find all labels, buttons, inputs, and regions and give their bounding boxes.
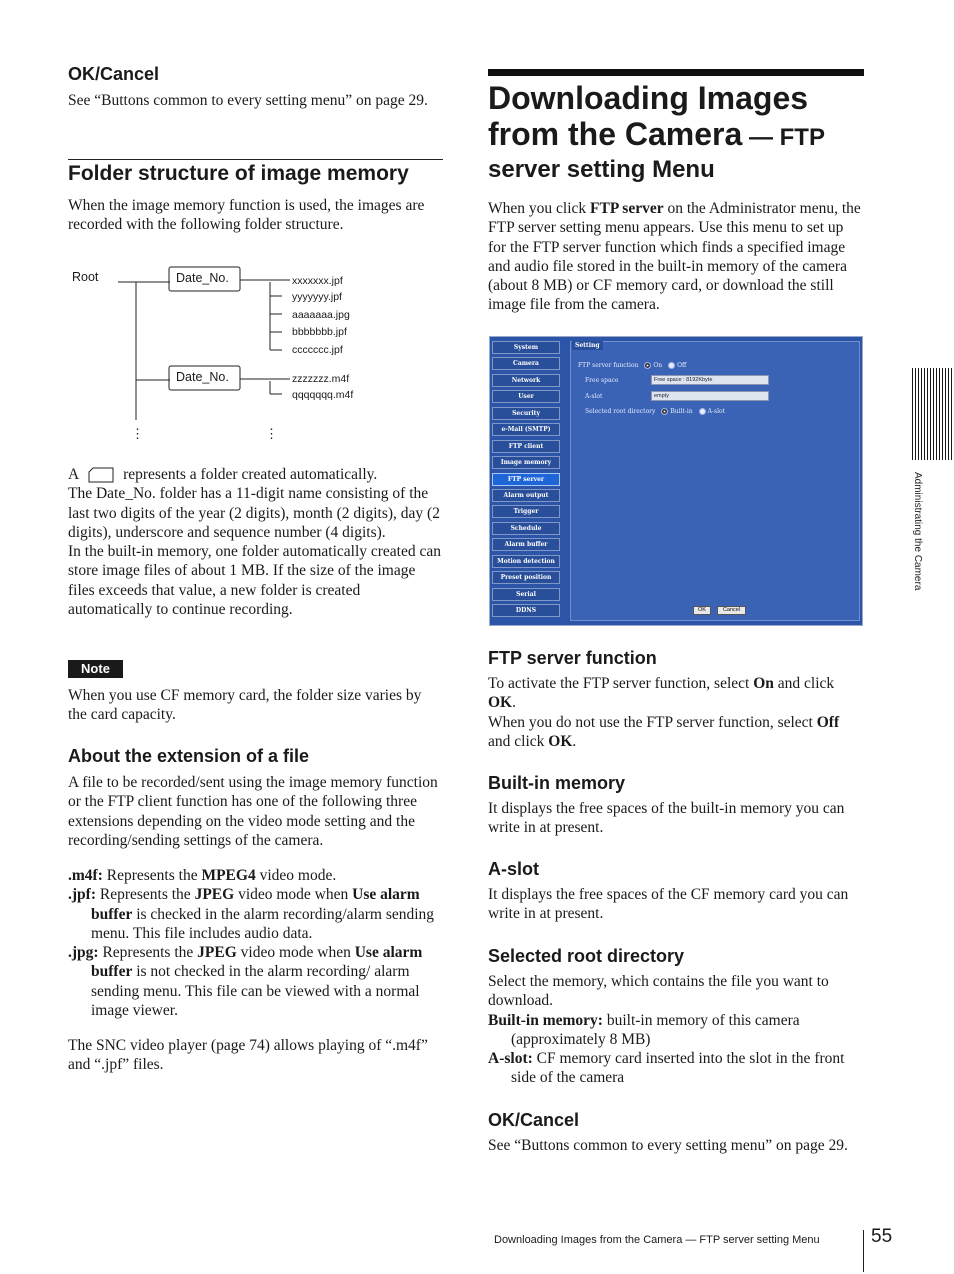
file-name: bbbbbbb.jpf bbox=[292, 326, 347, 338]
off-label: Off bbox=[677, 362, 687, 369]
title-rule bbox=[488, 69, 864, 76]
okcancel-heading-right: OK/Cancel bbox=[488, 1110, 580, 1130]
cancel-button[interactable]: Cancel bbox=[717, 606, 746, 615]
builtin-memory-text: It displays the free spaces of the built-in memory you can write in at present. bbox=[488, 800, 845, 837]
title-line-3: server setting Menu bbox=[488, 156, 715, 183]
menu-item-serial[interactable]: Serial bbox=[492, 588, 560, 601]
file-name: qqqqqqq.m4f bbox=[292, 389, 354, 401]
admin-menu bbox=[492, 341, 560, 620]
side-tab-label: Administrating the Camera bbox=[912, 472, 923, 591]
aslot-heading: A-slot bbox=[488, 859, 539, 879]
root-builtin-item: Built-in memory: built-in memory of this camera (approximately 8 MB) bbox=[488, 1011, 800, 1048]
note-label: Note bbox=[68, 660, 123, 678]
folder-note-a: A bbox=[68, 466, 79, 483]
page-title bbox=[488, 80, 864, 186]
okcancel-text-right: See “Buttons common to every setting menu” on page 29. bbox=[488, 1137, 848, 1154]
menu-item-ftp-server[interactable]: FTP server bbox=[492, 473, 560, 486]
file-name: zzzzzzz.m4f bbox=[292, 373, 350, 385]
extension-list bbox=[68, 866, 446, 1020]
on-radio[interactable] bbox=[644, 362, 651, 369]
root-directory-text bbox=[488, 972, 864, 1088]
ftp-function-text: To activate the FTP server function, select On and click OK. When you do not use the FTP server function, select Off and click OK. bbox=[488, 675, 840, 750]
menu-item-ddns[interactable]: DDNS bbox=[492, 604, 560, 617]
title-line-2: from the Camera — FTP bbox=[488, 116, 825, 152]
root-directory-row bbox=[585, 408, 725, 415]
builtin-radio-label: Built-in bbox=[670, 408, 693, 415]
root-aslot-item: A-slot: CF memory card inserted into the slot in the front side of the camera bbox=[488, 1050, 845, 1087]
ext-jpg: .jpg: Represents the JPEG video mode when Use alarm buffer is not checked in the alarm recording/ alarm sending menu. This file can be viewed with a normal image viewer. bbox=[68, 944, 423, 1020]
root-directory-label: Selected root directory bbox=[585, 408, 656, 415]
aslot-text: It displays the free spaces of the CF memory card you can write in at present. bbox=[488, 886, 849, 923]
file-name: ccccccc.jpf bbox=[292, 344, 343, 356]
aslot-label: A-slot bbox=[585, 393, 603, 400]
off-radio[interactable] bbox=[668, 362, 675, 369]
folder-capacity-description: In the built-in memory, one folder automatically created can store image files of about 1 MB. If the size of the image files exceeds that value, a new folder is created automatically to continue recording. bbox=[68, 543, 441, 619]
ext-m4f: .m4f: Represents the MPEG4 video mode. bbox=[68, 867, 337, 884]
folder-name-description: The Date_No. folder has a 11-digit name consisting of the last two digits of the year (2 digits), month (2 digits), day (2 digits), underscore and sequence number (4 digits). bbox=[68, 485, 440, 541]
menu-item-network[interactable]: Network bbox=[492, 374, 560, 387]
folder-intro: When the image memory function is used, the images are recorded with the following folder structure. bbox=[68, 197, 425, 234]
menu-item-alarm-buffer[interactable]: Alarm buffer bbox=[492, 538, 560, 551]
running-title: Downloading Images from the Camera — FTP server setting Menu bbox=[494, 1234, 820, 1246]
ftp-function-label: FTP server function bbox=[578, 362, 639, 369]
tab-setting[interactable]: Setting bbox=[572, 341, 603, 350]
file-name: aaaaaaa.jpg bbox=[292, 309, 350, 321]
menu-item-user[interactable]: User bbox=[492, 390, 560, 403]
menu-item-ftp-client[interactable]: FTP client bbox=[492, 440, 560, 453]
folder-structure-heading: Folder structure of image memory bbox=[68, 162, 409, 185]
aslot-radio-label: A-slot bbox=[707, 408, 726, 415]
menu-item-alarm-output[interactable]: Alarm output bbox=[492, 489, 560, 502]
file-name: xxxxxxx.jpf bbox=[292, 275, 343, 287]
root-label: Root bbox=[72, 270, 99, 284]
file-name: yyyyyyy.jpf bbox=[292, 291, 342, 303]
builtin-memory-heading: Built-in memory bbox=[488, 773, 626, 793]
free-space-label: Free space bbox=[585, 377, 619, 384]
free-space-field: Free space : 8192Kbyte bbox=[651, 375, 769, 385]
builtin-radio[interactable] bbox=[661, 408, 668, 415]
ellipsis-right: ⋮ bbox=[265, 426, 278, 441]
ftp-function-heading: FTP server function bbox=[488, 648, 657, 668]
menu-item-preset-position[interactable]: Preset position bbox=[492, 571, 560, 584]
player-text: The SNC video player (page 74) allows playing of “.m4f” and “.jpf” files. bbox=[68, 1037, 428, 1074]
footer-divider bbox=[863, 1230, 864, 1272]
date-folder-2: Date_No. bbox=[176, 370, 229, 384]
folder-note-rest: represents a folder created automatically. bbox=[123, 466, 378, 483]
folder-icon-line bbox=[68, 465, 444, 484]
menu-item-trigger[interactable]: Trigger bbox=[492, 505, 560, 518]
ok-button[interactable]: OK bbox=[693, 606, 711, 615]
extension-heading: About the extension of a file bbox=[68, 746, 310, 766]
menu-item-security[interactable]: Security bbox=[492, 407, 560, 420]
menu-item-schedule[interactable]: Schedule bbox=[492, 522, 560, 535]
menu-item-camera[interactable]: Camera bbox=[492, 357, 560, 370]
aslot-field: empty bbox=[651, 391, 769, 401]
side-tab-bars bbox=[912, 368, 954, 460]
extension-intro: A file to be recorded/sent using the image memory function or the FTP client function has one of the following three extensions depending on the video mode setting and the recording/sending settings of the camera. bbox=[68, 774, 438, 849]
date-folder-1: Date_No. bbox=[176, 271, 229, 285]
ftp-settings-screenshot bbox=[489, 336, 863, 626]
menu-item-email[interactable]: e-Mail (SMTP) bbox=[492, 423, 560, 436]
title-line-1: Downloading Images bbox=[488, 80, 809, 116]
folder-tree-lines bbox=[68, 262, 448, 452]
aslot-radio[interactable] bbox=[699, 408, 706, 415]
root-directory-heading: Selected root directory bbox=[488, 946, 685, 966]
menu-item-system[interactable]: System bbox=[492, 341, 560, 354]
ext-jpf: .jpf: Represents the JPEG video mode when Use alarm buffer is checked in the alarm recording/alarm sending menu. This file includes audio data. bbox=[68, 886, 435, 942]
folder-icon bbox=[88, 467, 113, 481]
ftp-function-row bbox=[578, 362, 686, 369]
okcancel-heading-left: OK/Cancel bbox=[68, 64, 160, 84]
note-text: When you use CF memory card, the folder size varies by the card capacity. bbox=[68, 687, 422, 724]
menu-item-image-memory[interactable]: Image memory bbox=[492, 456, 560, 469]
folder-description bbox=[68, 465, 444, 619]
ftp-intro: When you click FTP server on the Administrator menu, the FTP server setting menu appears. Use this menu to set up for the FTP server function which finds a specified image and audio file stored in the built-in memory of the camera (about 8 MB) or CF memory card, or download the still image file from the camera. bbox=[488, 200, 861, 314]
okcancel-text-left: See “Buttons common to every setting menu” on page 29. bbox=[68, 92, 428, 109]
root-directory-intro: Select the memory, which contains the file you want to download. bbox=[488, 973, 829, 1010]
section-rule bbox=[68, 159, 443, 160]
on-label: On bbox=[653, 362, 663, 369]
folder-diagram bbox=[68, 262, 448, 452]
ellipsis-left: ⋮ bbox=[131, 426, 144, 441]
side-tab bbox=[897, 472, 937, 622]
menu-item-motion-detection[interactable]: Motion detection bbox=[492, 555, 560, 568]
page-number: 55 bbox=[871, 1226, 893, 1247]
